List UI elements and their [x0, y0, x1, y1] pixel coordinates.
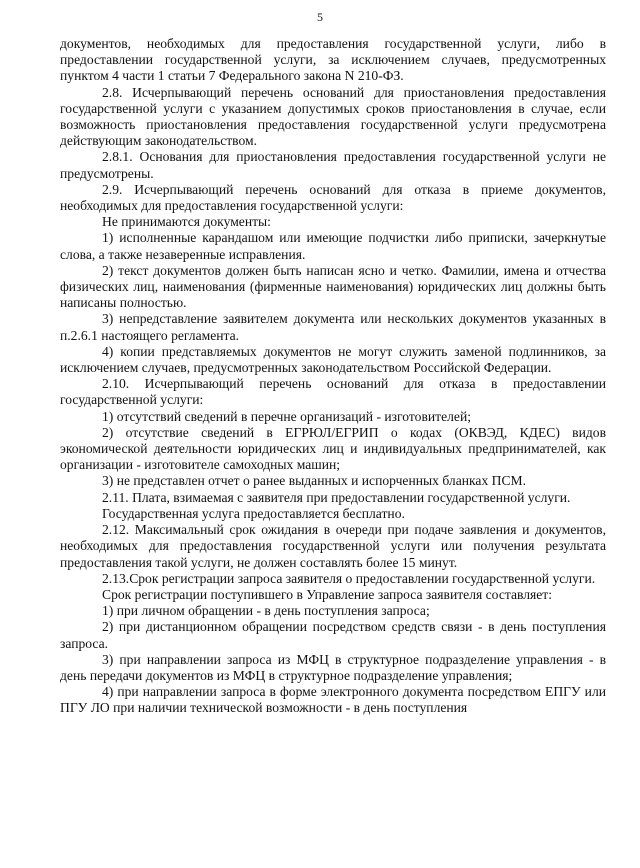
paragraph: 4) копии представляемых документов не могут служить заменой подлинников, за исключением случаев, предусмотренных законодательством Российской Федерации. [60, 343, 606, 376]
paragraph: 2.9. Исчерпывающий перечень оснований для отказа в приеме документов, необходимых для предоставления государственной услуги: [60, 181, 606, 214]
document-body [60, 36, 606, 717]
paragraph: 1) отсутствий сведений в перечне организаций - изготовителей; [102, 408, 472, 424]
page-number: 5 [317, 10, 323, 24]
paragraph: 1) исполненные карандашом или имеющие подчистки либо приписки, зачеркнутые слова, а также незаверенные исправления. [60, 230, 606, 262]
paragraph: 2.8.1. Основания для приостановления предоставления государственной услуги не предусмотрены. [60, 149, 606, 181]
paragraph: 2.10. Исчерпывающий перечень оснований для отказа в предоставлении государственной услуги: [60, 376, 606, 408]
paragraph: 2.11. Плата, взимаемая с заявителя при предоставлении государственной услуги. [102, 489, 571, 505]
paragraph: 2.12. Максимальный срок ожидания в очереди при подаче заявления и документов, необходимых для предоставления государственной услуги или получения результата предоставления такой услуги, не должен составлять более 15 минут. [60, 522, 606, 570]
paragraph: Срок регистрации поступившего в Управление запроса заявителя составляет: [102, 586, 553, 602]
paragraph: 4) при направлении запроса в форме электронного документа посредством ЕПГУ или ПГУ ЛО при наличии технической возможности - в день поступления [60, 684, 606, 716]
paragraph: Государственная услуга предоставляется бесплатно. [102, 505, 405, 521]
paragraph: 2.13.Срок регистрации запроса заявителя о предоставлении государственной услуги. [102, 570, 596, 586]
paragraph: 1) при личном обращении - в день поступления запроса; [102, 603, 430, 619]
paragraph: Не принимаются документы: [102, 214, 271, 230]
paragraph: 3) не представлен отчет о ранее выданных и испорченных бланках ПСМ. [102, 473, 527, 489]
paragraph: 2) отсутствие сведений в ЕГРЮЛ/ЕГРИП о кодах (ОКВЭД, КДЕС) видов экономической деятельности юридических лиц и индивидуальных предпринимателей, как организации - изготовителе самоходных машин; [60, 424, 606, 473]
paragraph: документов, необходимых для предоставления государственной услуги, либо в предоставлении государственной услуги, за исключением случаев, предусмотренных пунктом 4 части 1 статьи 7 Федерального закона N 210-ФЗ. [60, 36, 606, 84]
paragraph: 2.8. Исчерпывающий перечень оснований для приостановления предоставления государственной услуги с указанием допустимых сроков приостановления в случае, если возможность приостановления предоставления государственной услуги предусмотрена действующим законодательством. [60, 84, 606, 149]
paragraph: 3) при направлении запроса из МФЦ в структурное подразделение управления - в день передачи документов из МФЦ в структурное подразделение управления; [60, 651, 606, 683]
paragraph: 2) текст документов должен быть написан ясно и четко. Фамилии, имена и отчества физических лиц, наименования (фирменные наименования) юридических лиц должны быть написаны полностью. [60, 262, 606, 311]
paragraph: 2) при дистанционном обращении посредством средств связи - в день поступления запроса. [60, 619, 606, 651]
paragraph: 3) непредставление заявителем документа или нескольких документов указанных в п.2.6.1 настоящего регламента. [60, 311, 606, 343]
